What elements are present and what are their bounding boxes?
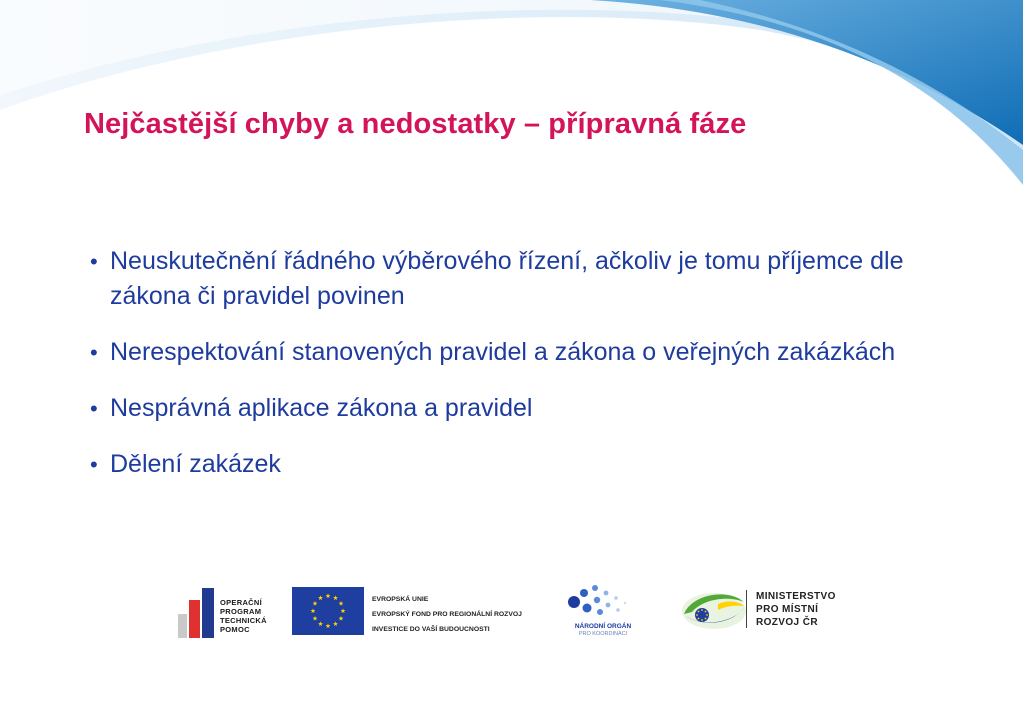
mmr-emblem-icon xyxy=(678,586,750,636)
bullet-icon: • xyxy=(90,340,98,365)
dots-icon xyxy=(562,584,644,622)
narodni-organ-logo xyxy=(562,584,644,642)
slide-title: Nejčastější chyby a nedostatky – přípravná fáze xyxy=(84,108,747,140)
bullet-item xyxy=(90,447,960,482)
mmr-separator xyxy=(746,590,747,628)
bullet-item xyxy=(90,391,960,426)
op-technicka-pomoc-logo xyxy=(178,588,278,638)
mmr-logo-text: MINISTERSTVO PRO MÍSTNÍ ROZVOJ ČR xyxy=(756,591,836,628)
bullet-icon: • xyxy=(90,249,98,274)
eu-logo-text: EVROPSKÁ UNIE EVROPSKÝ FOND PRO REGIONÁLNÍ ROZVOJ INVESTICE DO VAŠÍ BUDOUCNOSTI xyxy=(372,596,522,633)
op-logo-text: OPERAČNÍ PROGRAM TECHNICKÁ POMOC xyxy=(220,598,267,634)
bullet-list xyxy=(90,244,960,503)
narodni-organ-title: NÁRODNÍ ORGÁN xyxy=(574,623,632,630)
bullet-item xyxy=(90,244,960,314)
footer-logos xyxy=(0,580,1023,650)
eu-flag-icon xyxy=(292,587,364,635)
bullet-item xyxy=(90,335,960,370)
bullet-text: Nesprávná aplikace zákona a pravidel xyxy=(110,394,533,422)
bullet-text: Nerespektování stanovených pravidel a zákona o veřejných zakázkách xyxy=(110,338,896,366)
op-bars-icon xyxy=(178,588,216,638)
bullet-icon: • xyxy=(90,452,98,477)
bullet-text: Dělení zakázek xyxy=(110,450,281,478)
bullet-icon: • xyxy=(90,396,98,421)
bullet-text: Neuskutečnění řádného výběrového řízení, ačkoliv je tomu příjemce dle zákona či pravidel povinen xyxy=(110,247,904,310)
narodni-organ-subtitle: PRO KOORDINACI xyxy=(578,631,628,637)
